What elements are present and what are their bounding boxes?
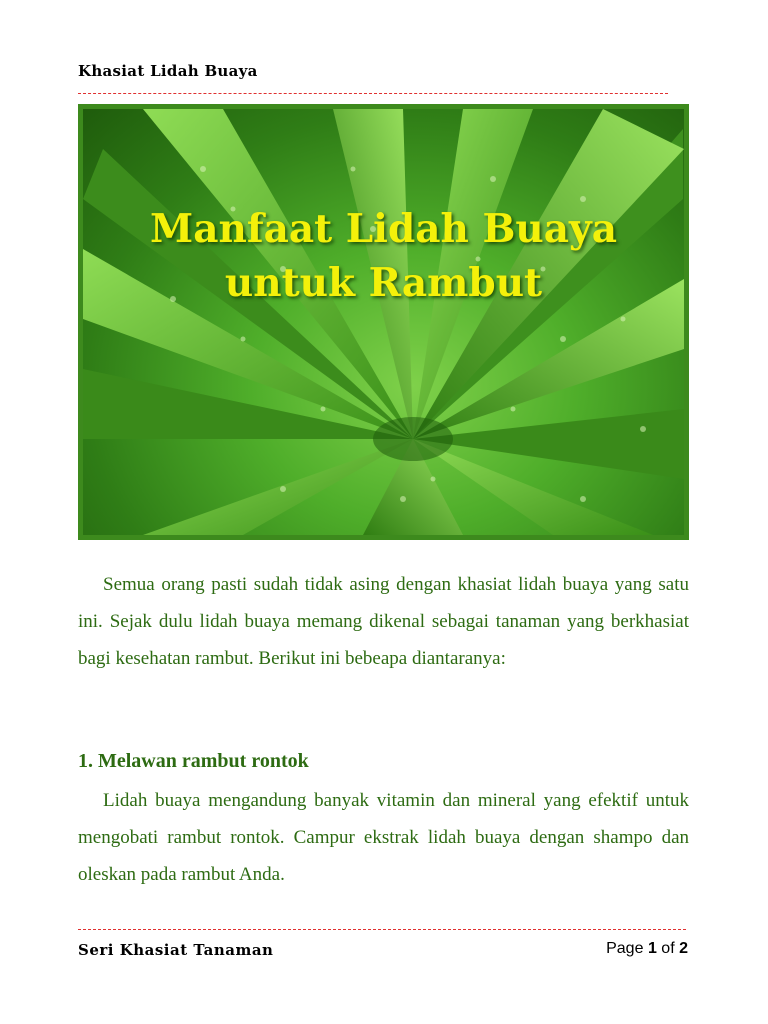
header-title: Khasiat Lidah Buaya	[78, 62, 258, 80]
intro-paragraph	[78, 566, 689, 677]
figure-title-line2: untuk Rambut	[224, 260, 543, 306]
aloe-vera-image	[83, 109, 684, 535]
page-word: Page	[606, 940, 644, 957]
section1-paragraph	[78, 782, 689, 893]
figure-title-line1: Manfaat Lidah Buaya	[150, 206, 617, 252]
footer-divider	[78, 929, 686, 930]
section1-heading: 1. Melawan rambut rontok	[78, 750, 309, 772]
footer-series: Seri Khasiat Tanaman	[78, 941, 274, 959]
aloe-leaves-illustration	[83, 109, 684, 535]
page-of: of	[661, 940, 675, 957]
aloe-vera-figure	[78, 104, 689, 540]
section1-text: Lidah buaya mengandung banyak vitamin dan mineral yang efektif untuk mengobati rambut rontok. Campur ekstrak lidah buaya dengan shampo dan oleskan pada rambut Anda.	[78, 790, 689, 885]
page-number	[606, 940, 688, 958]
page-total: 2	[679, 940, 688, 957]
header-divider	[78, 93, 668, 94]
intro-text: Semua orang pasti sudah tidak asing dengan khasiat lidah buaya yang satu ini. Sejak dulu lidah buaya memang dikenal sebagai tanaman yang berkhasiat bagi kesehatan rambut. Berikut ini bebeapa diantaranya:	[78, 574, 689, 669]
page-current: 1	[647, 940, 657, 957]
